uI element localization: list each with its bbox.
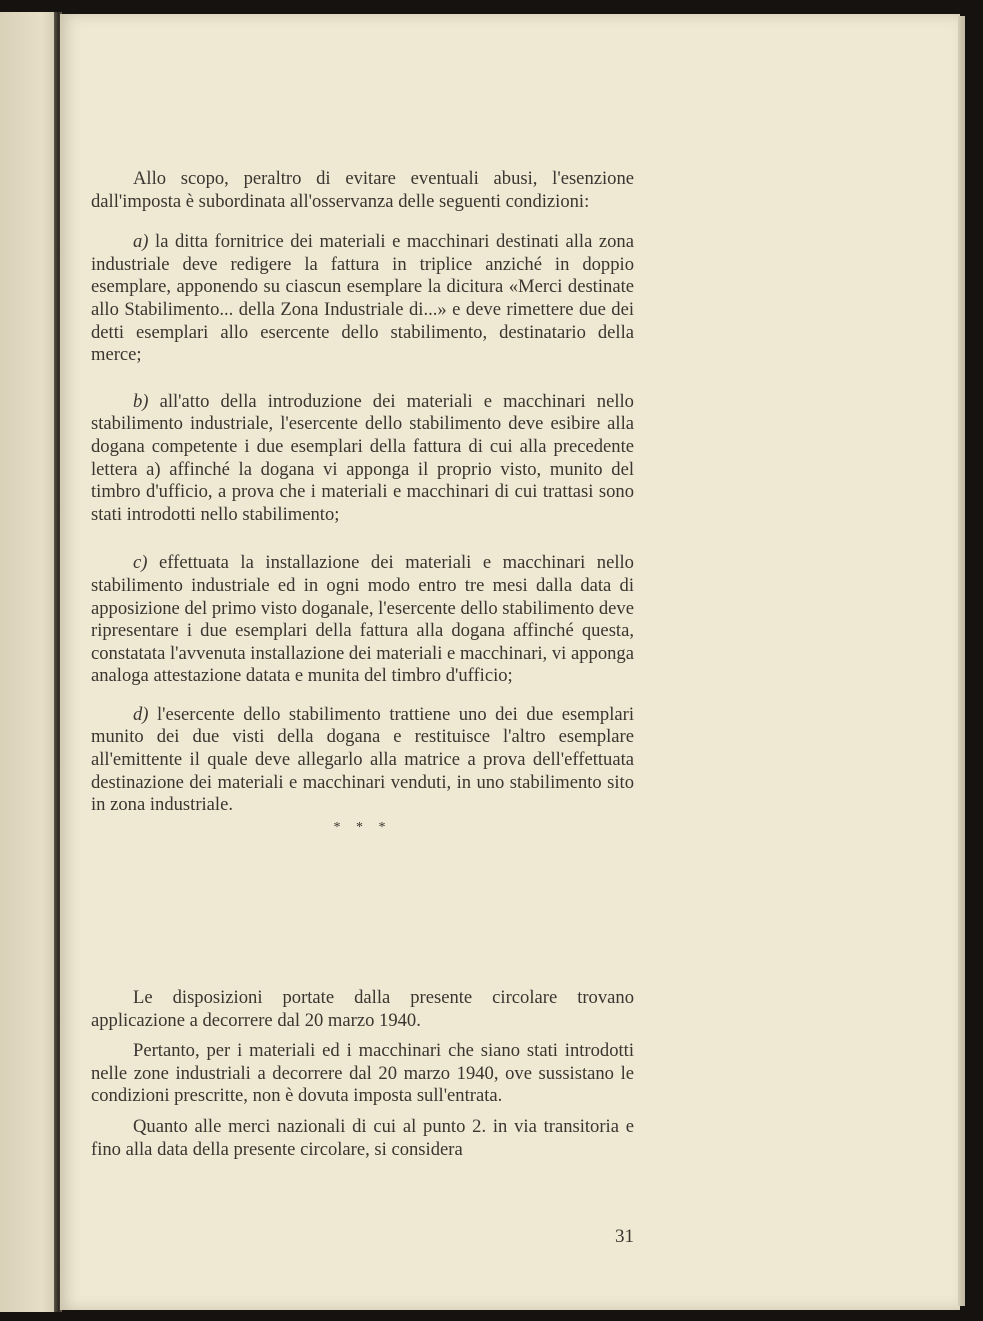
page-stack-edge bbox=[958, 16, 965, 1306]
condition-text: effettuata la installazione dei materiali e macchinari nello stabilimento industriale ed in ogni modo entro tre mesi dalla data di apposizione del primo visto doganale, l'esercente dello stabilimento deve ripresentare i due esemplari della fattura alla dogana affinché questa, constatata l'avvenuta installazione dei materiali e macchinari, vi apponga analoga attestazione datata e munita del timbro d'ufficio; bbox=[91, 552, 634, 687]
condition-label: c) bbox=[133, 552, 148, 574]
condition-text: all'atto della introduzione dei materiali e macchinari nello stabilimento industriale, l'esercente dello stabilimento deve esibire alla dogana competente i due esemplari della fattura di cui alla precedente lettera a) affinché la dogana vi apponga il proprio visto, munito del timbro d'ufficio, a prova che i materiali e macchinari di cui trattasi sono stati introdotti nello stabilimento; bbox=[91, 390, 634, 525]
condition-label: a) bbox=[133, 231, 149, 253]
condition-text: la ditta fornitrice dei materiali e macchinari destinati alla zona industriale deve redigere la fattura in triplice anziché in doppio esemplare, apponendo su ciascun esemplare la dicitura «Merci destinate allo Stabilimento... della Zona Industriale di...» e deve rimettere due dei detti esemplari allo esercente dello stabilimento, destinatario della merce; bbox=[91, 231, 634, 366]
closing-paragraph: Quanto alle merci nazionali di cui al punto 2. in via transitoria e fino alla data della presente circolare, si considera bbox=[91, 1115, 634, 1160]
closing-paragraph: Le disposizioni portate dalla presente circolare trovano applicazione a decorrere dal 20 marzo 1940. bbox=[91, 987, 634, 1031]
condition-d bbox=[91, 704, 634, 817]
main-text bbox=[91, 168, 634, 839]
condition-c bbox=[91, 552, 634, 688]
condition-a bbox=[91, 231, 634, 367]
condition-b bbox=[91, 391, 634, 527]
closing-text bbox=[91, 987, 634, 1161]
page-number: 31 bbox=[615, 1226, 634, 1247]
condition-label: d) bbox=[133, 703, 149, 725]
condition-text: l'esercente dello stabilimento trattiene uno dei due esemplari munito dei due visti della dogana e restituisce l'altro esemplare all'emittente il quale deve allegarlo alla matrice a prova dell'effettuata destinazione dei materiali e macchinari venduti, in uno stabilimento sito in zona industriale. bbox=[91, 703, 634, 816]
intro-paragraph: Allo scopo, peraltro di evitare eventuali abusi, l'esenzione dall'imposta è subordinata all'osservanza delle seguenti condizioni: bbox=[91, 168, 634, 212]
section-separator: * * * bbox=[333, 819, 392, 835]
condition-label: b) bbox=[133, 390, 149, 412]
left-page-edge bbox=[0, 12, 60, 1312]
closing-paragraph: Pertanto, per i materiali ed i macchinari che siano stati introdotti nelle zone industriali a decorrere dal 20 marzo 1940, ove sussistano le condizioni prescritte, non è dovuta imposta sull'entrata. bbox=[91, 1040, 634, 1107]
